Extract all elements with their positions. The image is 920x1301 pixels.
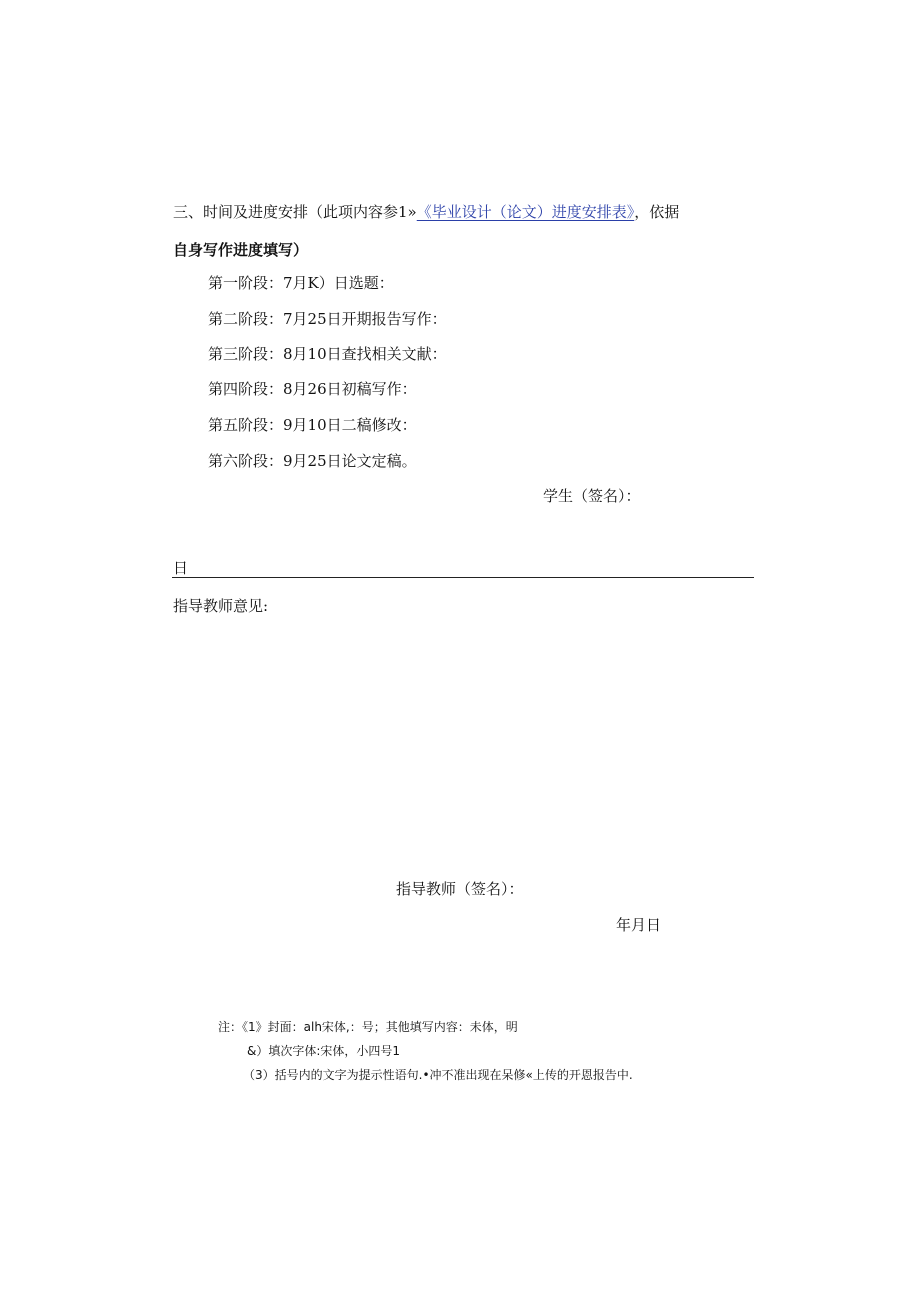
section-heading-prefix: 三、时间及进度安排（此项内容参1» (173, 203, 417, 221)
teacher-opinion-label: 指导教师意见: (173, 597, 269, 615)
student-signature-label: 学生（签名）： (543, 487, 641, 505)
stage-6: 第六阶段：9月25日论文定稿。 (208, 452, 417, 470)
stage-2: 第二阶段：7月25日开期报告写作： (208, 310, 447, 328)
note-line-2: &）填次字体:宋体，小四号1 (247, 1044, 401, 1058)
teacher-signature-label: 指导教师（签名）： (396, 880, 524, 898)
section-heading (173, 202, 679, 222)
stage-5: 第五阶段：9月10日二稿修改： (208, 416, 417, 434)
date-label: 日 (173, 559, 189, 577)
note-line-1: 注：《1》封面：alh宋体,：号；其他填写内容：未体，明 (218, 1020, 518, 1034)
section-heading-suffix: ，依据 (634, 203, 680, 221)
schedule-table-link[interactable]: 《毕业设计（论文）进度安排表》 (416, 203, 635, 221)
note-line-3: （3）括号内的文字为提示性语句.•冲不准出现在呆修«上传的开恩报告中. (243, 1068, 633, 1082)
divider-line (172, 577, 754, 578)
stage-3: 第三阶段：8月10日查找相关文献： (208, 345, 447, 363)
stage-4: 第四阶段：8月26日初稿写作： (208, 380, 417, 398)
teacher-date-label: 年月日 (616, 916, 662, 934)
section-heading-line2: 自身写作进度填写） (173, 241, 309, 259)
stage-1: 第一阶段：7月K）日选题： (208, 274, 394, 292)
